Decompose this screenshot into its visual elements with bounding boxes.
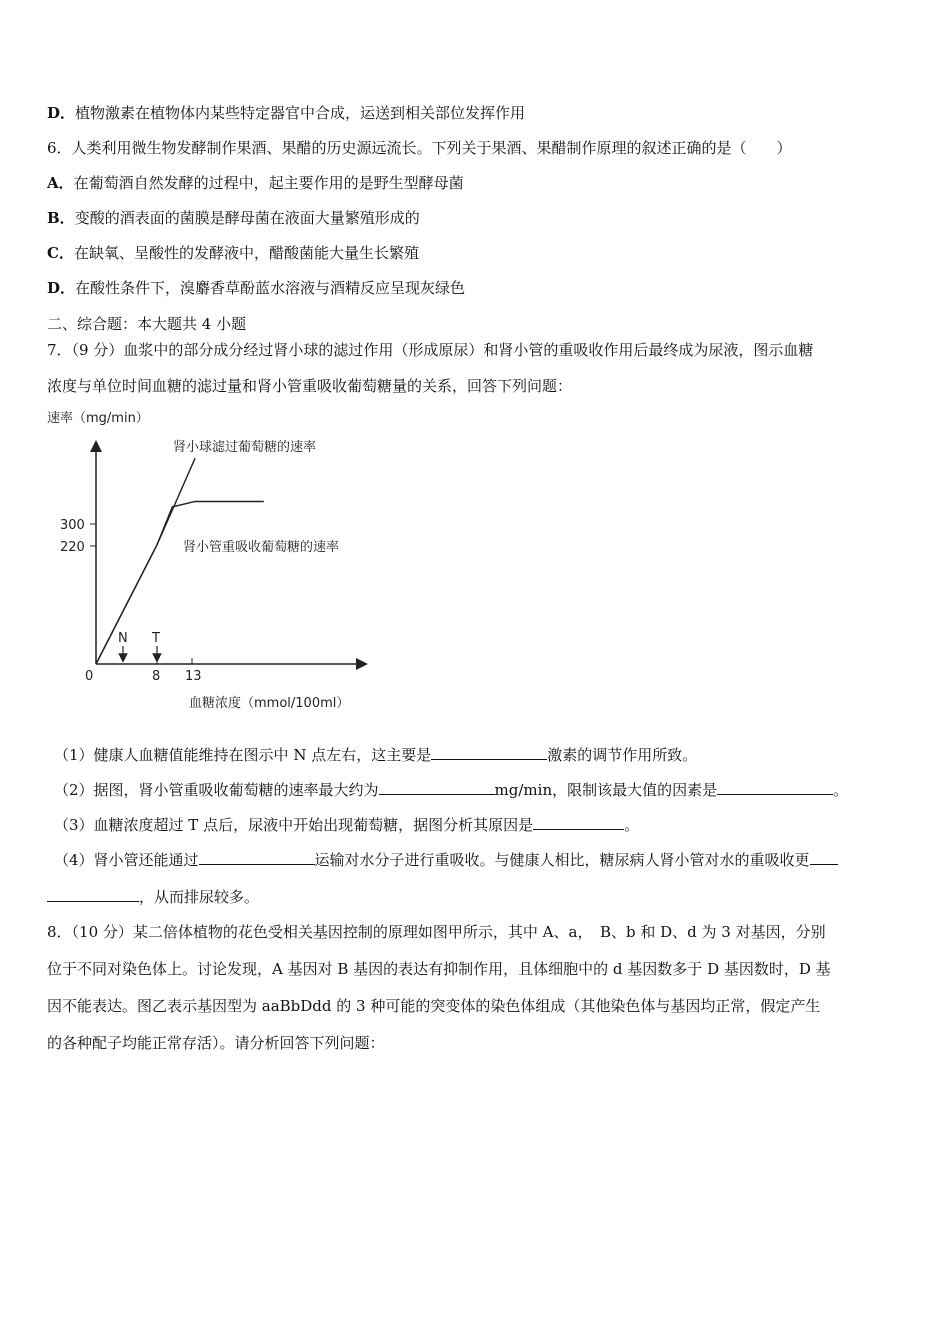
question-8-line-3: 因不能表达。图乙表示基因型为 aaBbDdd 的 3 种可能的突变体的染色体组成（其他染色体与基因均正常，假定产生	[47, 997, 821, 1015]
option-text: 在葡萄酒自然发酵的过程中，起主要作用的是野生型酵母菌	[73, 174, 464, 192]
x-tick-0: 0	[85, 669, 94, 684]
option-text: 植物激素在植物体内某些特定器官中合成，运送到相关部位发挥作用	[75, 104, 526, 122]
option-letter: A．	[47, 174, 74, 192]
answer-blank-3[interactable]	[533, 814, 624, 830]
answer-blank-4a[interactable]	[199, 849, 315, 865]
option-letter: D．	[47, 279, 76, 297]
option-letter: D．	[47, 104, 76, 122]
question-7-line-1: 7．（9 分）血浆中的部分成分经过肾小球的滤过作用（形成原尿）和肾小管的重吸收作用后最终成为尿液，图示血糖	[47, 341, 814, 359]
question-8-line-4: 的各种配子均能正常存活）。请分析回答下列问题：	[47, 1034, 385, 1052]
y-tick-220: 220	[60, 540, 85, 555]
q5-option-d	[47, 103, 525, 123]
y-axis-label: 速率（mg/min）	[47, 411, 149, 426]
option-letter: C．	[47, 244, 74, 262]
glucose-rate-chart	[40, 402, 380, 722]
q6-option-a	[47, 173, 464, 193]
question-6	[47, 138, 792, 158]
q6-option-d	[47, 278, 465, 298]
filtration-series-label: 肾小球滤过葡萄糖的速率	[173, 440, 317, 455]
q7-sub-4-cont: ，从而排尿较多。	[47, 886, 259, 907]
q6-option-c	[47, 243, 419, 263]
marker-t-label: T	[152, 631, 160, 646]
question-7-line-2: 浓度与单位时间血糖的滤过量和肾小管重吸收葡萄糖量的关系，回答下列问题：	[47, 377, 573, 395]
option-text: 在酸性条件下，溴麝香草酚蓝水溶液与酒精反应呈现灰绿色	[75, 279, 466, 297]
question-number: 6．	[47, 139, 72, 157]
marker-n-label: N	[118, 631, 128, 646]
q6-option-b	[47, 208, 420, 228]
question-8-line-2: 位于不同对染色体上。讨论发现，A 基因对 B 基因的表达有抑制作用，且体细胞中的 d 基因数多于 D 基因数时，D 基	[47, 960, 831, 978]
reabsorption-series-label: 肾小管重吸收葡萄糖的速率	[183, 540, 340, 555]
option-text: 变酸的酒表面的菌膜是酵母菌在液面大量繁殖形成的	[74, 209, 420, 227]
question-8-line-1: 8．（10 分）某二倍体植物的花色受相关基因控制的原理如图甲所示，其中 A、a， B、b 和 D、d 为 3 对基因，分别	[47, 923, 826, 941]
answer-blank-1[interactable]	[431, 744, 547, 760]
answer-blank-4c[interactable]	[47, 886, 139, 902]
y-tick-300: 300	[60, 518, 85, 533]
q7-sub-2: （2）据图，肾小管重吸收葡萄糖的速率最大约为 mg/min，限制该最大值的因素是 。	[54, 781, 849, 799]
x-axis-label: 血糖浓度（mmol/100ml）	[189, 696, 350, 711]
option-letter: B．	[47, 209, 75, 227]
q7-sub-3: （3）血糖浓度超过 T 点后，尿液中开始出现葡萄糖，据图分析其原因是 。	[54, 816, 640, 834]
answer-blank-4b[interactable]	[810, 849, 838, 865]
q7-sub-1: （1）健康人血糖值能维持在图示中 N 点左右，这主要是 激素的调节作用所致。	[54, 746, 698, 764]
option-text: 在缺氧、呈酸性的发酵液中，醋酸菌能大量生长繁殖	[73, 244, 419, 262]
question-text: 人类利用微生物发酵制作果酒、果醋的历史源远流长。下列关于果酒、果醋制作原理的叙述正确的是（ ）	[71, 139, 792, 157]
section-heading: 二、综合题：本大题共 4 小题	[47, 315, 247, 333]
answer-blank-2b[interactable]	[717, 779, 833, 795]
answer-blank-2a[interactable]	[379, 779, 495, 795]
q7-sub-4: （4）肾小管还能通过 运输对水分子进行重吸收。与健康人相比，糖尿病人肾小管对水的重吸收更	[54, 849, 838, 870]
x-tick-8: 8	[152, 669, 161, 684]
filtration-rate-line	[96, 458, 195, 664]
x-tick-13: 13	[185, 669, 202, 684]
